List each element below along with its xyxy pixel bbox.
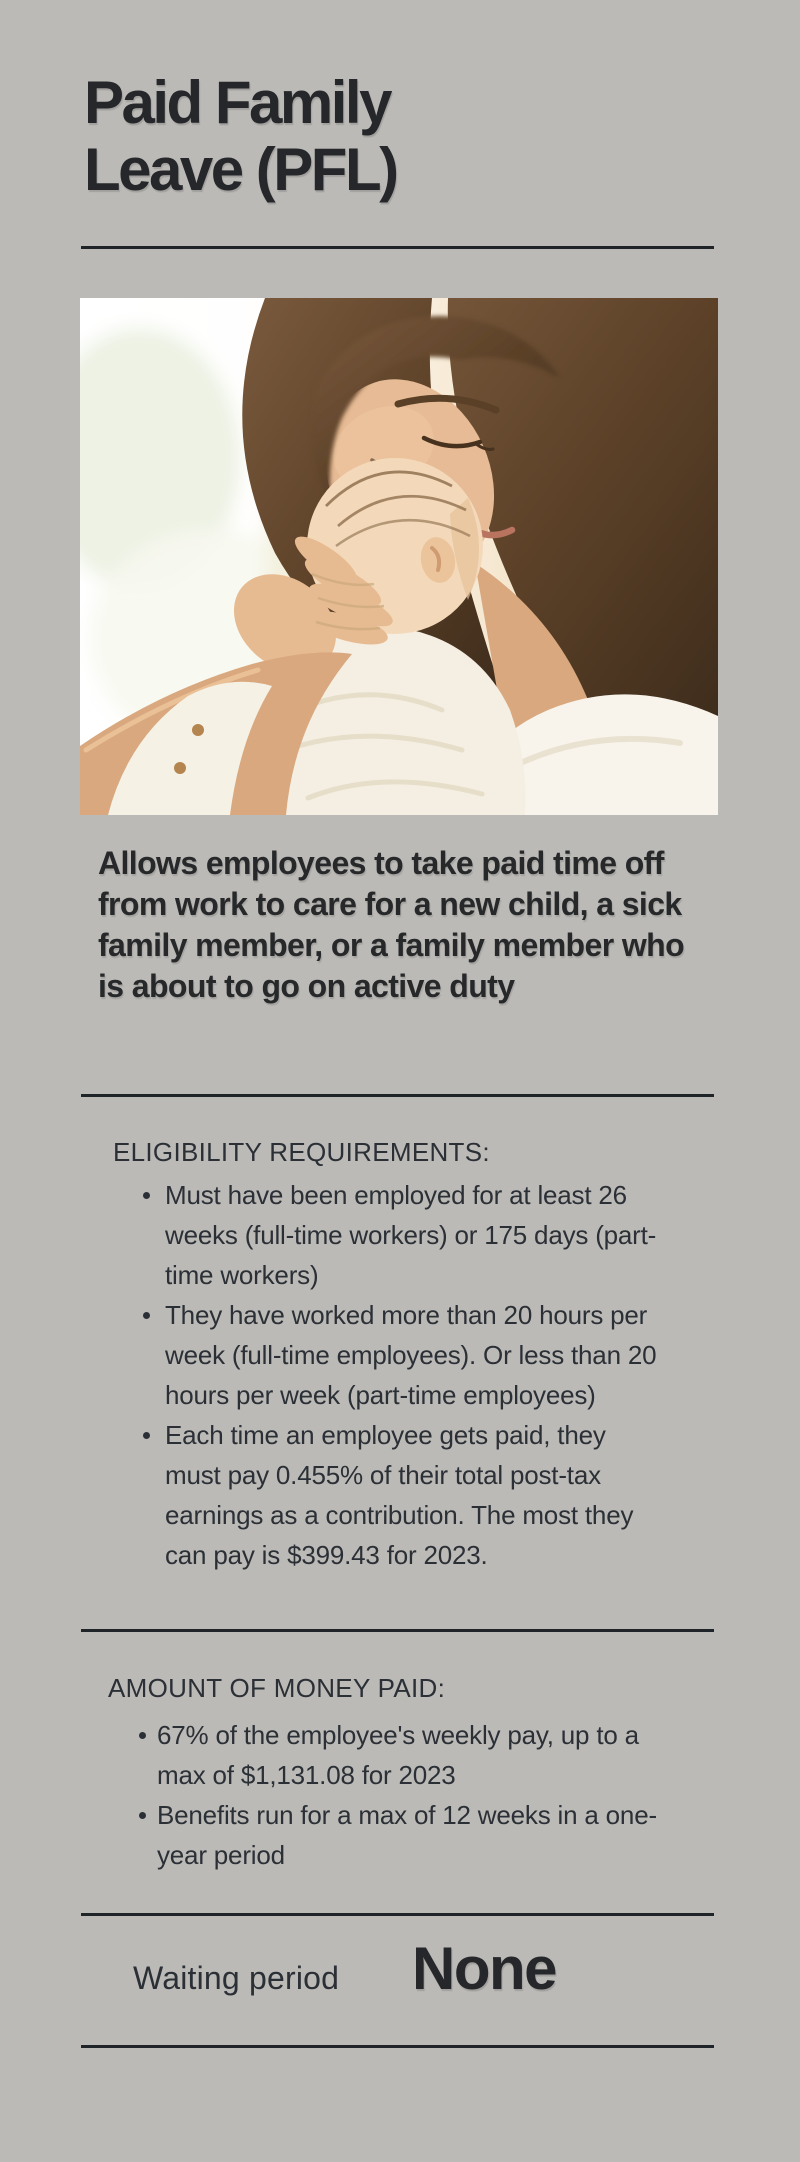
section-heading: ELIGIBILITY REQUIREMENTS: [113,1137,490,1167]
list-item [113,1415,668,1575]
section-eligibility [113,1135,668,1575]
title-line-1: Paid Family [84,69,390,136]
section-heading: AMOUNT OF MONEY PAID: [108,1673,446,1703]
list-item [113,1175,668,1295]
bullet-list [108,1715,668,1875]
list-item [108,1715,668,1795]
divider [81,2045,714,2048]
intro-text: Allows employees to take paid time off from work to care for a new child, a sick family member, or a family member who is about to go on active duty [98,845,685,1004]
bullet-icon [139,1812,146,1819]
page-title [84,69,704,203]
divider [81,1629,714,1632]
bullet-icon [143,1312,150,1319]
title-line-2: Leave (PFL) [84,136,397,203]
bullet-icon [143,1432,150,1439]
list-item-text: 67% of the employee's weekly pay, up to a max of $1,131.08 for 2023 [157,1720,639,1790]
section-amount-paid [108,1671,668,1875]
list-item-text: Benefits run for a max of 12 weeks in a one-year period [157,1800,657,1870]
list-item-text: They have worked more than 20 hours per week (full-time employees). Or less than 20 hours per week (part-time employees) [165,1300,657,1410]
divider [81,1094,714,1097]
list-item-text: Must have been employed for at least 26 weeks (full-time workers) or 175 days (part-time workers) [165,1180,657,1290]
bullet-list [113,1175,668,1575]
list-item-text: Each time an employee gets paid, they must pay 0.455% of their total post-tax earnings as a contribution. The most they can pay is $399.43 for 2023. [165,1420,634,1570]
divider [81,246,714,249]
bullet-icon [143,1192,150,1199]
divider [81,1913,714,1916]
list-item [113,1295,668,1415]
bullet-icon [139,1732,146,1739]
photo-image [80,298,718,815]
photo-mother-and-baby [80,298,718,815]
waiting-period-label: Waiting period [133,1960,340,1996]
list-item [108,1795,668,1875]
waiting-period-value: None [412,1935,556,2002]
